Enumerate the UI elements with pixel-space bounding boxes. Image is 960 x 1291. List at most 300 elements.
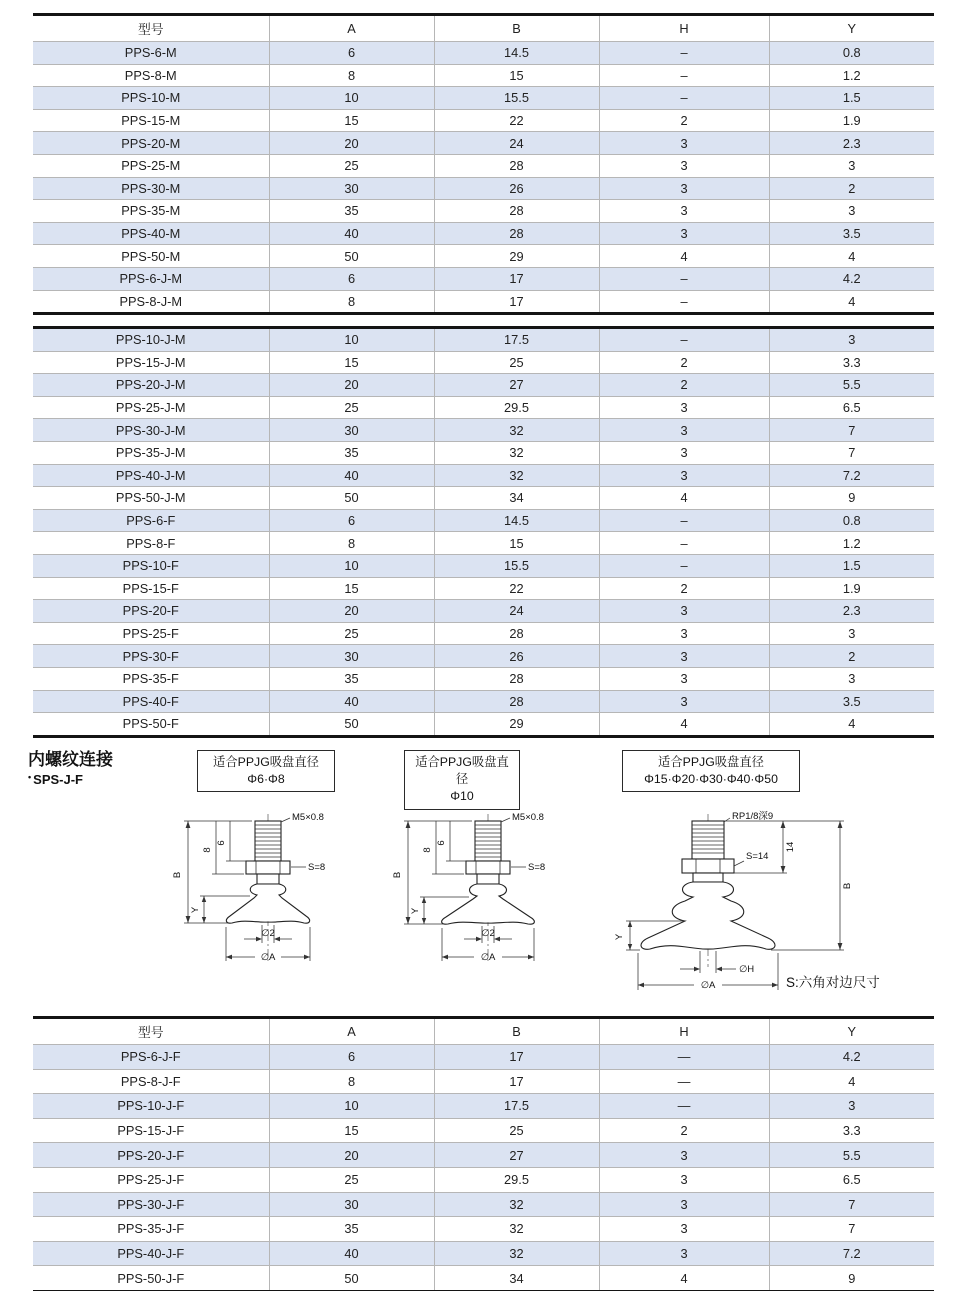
table-cell: 0.8	[769, 42, 934, 65]
table-row	[33, 396, 934, 419]
table-cell: 25	[269, 154, 434, 177]
table-cell: PPS-40-J-M	[33, 464, 269, 487]
table-cell: 15.5	[434, 87, 599, 110]
table-cell: 6	[269, 42, 434, 65]
table-cell: 3	[599, 177, 769, 200]
table-cell: 1.9	[769, 577, 934, 600]
table-cell: 7	[769, 419, 934, 442]
table-cell: 3	[599, 396, 769, 419]
table-cell: PPS-8-F	[33, 532, 269, 555]
table-cell: –	[599, 267, 769, 290]
table-row	[33, 87, 934, 110]
table-cell: 20	[269, 374, 434, 397]
table-cell: 14.5	[434, 509, 599, 532]
table-cell: 3	[599, 1192, 769, 1217]
table-cell: 30	[269, 1192, 434, 1217]
dim-d2-label: ∅2	[261, 928, 275, 939]
fit-box-sizes: Φ10	[450, 789, 474, 804]
table-cell: –	[599, 42, 769, 65]
fit-box-title: 适合PPJG吸盘直径	[213, 755, 319, 769]
table-cell: 15	[269, 109, 434, 132]
table-cell: 28	[434, 667, 599, 690]
table-cell: –	[599, 509, 769, 532]
table-cell: —	[599, 1069, 769, 1094]
spec-table-continued	[33, 326, 934, 738]
thread-spec-label: RP1/8深9	[732, 811, 774, 822]
dim-8-label: 8	[422, 847, 433, 853]
table-cell: 3.3	[769, 1118, 934, 1143]
table-row	[33, 600, 934, 623]
table-row	[33, 645, 934, 668]
table-cell: 30	[269, 645, 434, 668]
table-header-row	[33, 15, 934, 42]
table-cell: 10	[269, 1094, 434, 1119]
table-cell: PPS-20-M	[33, 132, 269, 155]
hex-size-label: S=8	[528, 862, 546, 873]
table-cell: 40	[269, 1241, 434, 1266]
table-cell: 24	[434, 132, 599, 155]
table-cell: 35	[269, 667, 434, 690]
table-cell: 32	[434, 1217, 599, 1242]
table-cell: 4.2	[769, 267, 934, 290]
table-cell: 3	[599, 154, 769, 177]
table-cell: 17.5	[434, 328, 599, 352]
table-cell: 3	[769, 328, 934, 352]
table-cell: PPS-25-J-F	[33, 1167, 269, 1192]
table-cell: 4	[599, 245, 769, 268]
table-cell: 8	[269, 1069, 434, 1094]
table-row	[33, 154, 934, 177]
table-cell: 50	[269, 245, 434, 268]
table-cell: 4	[769, 1069, 934, 1094]
column-header: H	[599, 1018, 769, 1045]
table-cell: 15.5	[434, 554, 599, 577]
table-cell: PPS-10-J-F	[33, 1094, 269, 1119]
table-cell: PPS-15-M	[33, 109, 269, 132]
table-cell: 10	[269, 87, 434, 110]
table-cell: 25	[269, 622, 434, 645]
table-row	[33, 267, 934, 290]
thread-body	[692, 821, 724, 859]
table-cell: 29.5	[434, 1167, 599, 1192]
table-cell: 3	[599, 1241, 769, 1266]
table-row	[33, 374, 934, 397]
table-cell: 40	[269, 222, 434, 245]
table-cell: 28	[434, 154, 599, 177]
column-header: B	[434, 1018, 599, 1045]
table-cell: 3	[599, 419, 769, 442]
table-cell: 3	[599, 200, 769, 223]
suction-cup-drawing-small-2	[378, 809, 588, 1006]
table-cell: 28	[434, 690, 599, 713]
table-cell: 27	[434, 374, 599, 397]
table-cell: 15	[269, 1118, 434, 1143]
fit-diameter-box-3	[622, 750, 800, 792]
table-cell: 29.5	[434, 396, 599, 419]
column-header: A	[269, 1018, 434, 1045]
table-cell: 6	[269, 1045, 434, 1070]
table-cell: 50	[269, 1266, 434, 1291]
table-cell: 7	[769, 1192, 934, 1217]
table-cell: PPS-25-J-M	[33, 396, 269, 419]
table-cell: PPS-20-J-F	[33, 1143, 269, 1168]
table-cell: 25	[434, 1118, 599, 1143]
table-cell: PPS-35-J-F	[33, 1217, 269, 1242]
table-cell: PPS-15-J-F	[33, 1118, 269, 1143]
table-cell: —	[599, 1045, 769, 1070]
table-cell: –	[599, 64, 769, 87]
table-cell: 3	[599, 622, 769, 645]
dim-dh-label: ∅H	[739, 964, 755, 975]
table-cell: 2.3	[769, 132, 934, 155]
table-cell: 4	[769, 290, 934, 314]
hex-flange	[246, 861, 290, 874]
table-row	[33, 1241, 934, 1266]
table-cell: 5.5	[769, 1143, 934, 1168]
table-body	[33, 328, 934, 737]
table-cell: PPS-50-J-M	[33, 487, 269, 510]
table-cell: 2	[599, 1118, 769, 1143]
table-cell: 30	[269, 177, 434, 200]
table-cell: 20	[269, 132, 434, 155]
table-cell: 7.2	[769, 1241, 934, 1266]
table-cell: 26	[434, 645, 599, 668]
table-cell: 2.3	[769, 600, 934, 623]
table-row	[33, 1143, 934, 1168]
dim-6-label: 6	[436, 840, 447, 846]
table-cell: –	[599, 532, 769, 555]
table-cell: 20	[269, 600, 434, 623]
table-cell: PPS-40-F	[33, 690, 269, 713]
table-cell: PPS-8-J-F	[33, 1069, 269, 1094]
table-cell: PPS-20-F	[33, 600, 269, 623]
table-row	[33, 667, 934, 690]
cup-profile	[226, 884, 309, 923]
hex-size-label: S=8	[308, 862, 326, 873]
table-cell: 2	[599, 109, 769, 132]
column-header: B	[434, 15, 599, 42]
column-header: 型号	[33, 1018, 269, 1045]
table-row	[33, 622, 934, 645]
table-cell: 4	[769, 713, 934, 737]
table-cell: 22	[434, 577, 599, 600]
table-cell: 9	[769, 1266, 934, 1291]
table-row	[33, 1045, 934, 1070]
table-cell: 35	[269, 441, 434, 464]
table-cell: 3	[599, 1167, 769, 1192]
table-row	[33, 200, 934, 223]
hex-flange	[466, 861, 510, 874]
table-cell: PPS-40-M	[33, 222, 269, 245]
dim-y-label: Y	[410, 907, 421, 915]
table-cell: 40	[269, 464, 434, 487]
table-cell: 3	[769, 1094, 934, 1119]
table-body	[33, 1045, 934, 1291]
table-cell: PPS-6-F	[33, 509, 269, 532]
dimension-lines	[184, 818, 310, 961]
table-row	[33, 419, 934, 442]
hex-size-label: S=14	[746, 851, 769, 862]
table-row	[33, 487, 934, 510]
table-cell: PPS-6-J-F	[33, 1045, 269, 1070]
table-cell: PPS-6-J-M	[33, 267, 269, 290]
table-cell: PPS-8-M	[33, 64, 269, 87]
table-row	[33, 509, 934, 532]
table-cell: 2	[769, 177, 934, 200]
table-cell: PPS-15-F	[33, 577, 269, 600]
table-row	[33, 222, 934, 245]
fit-box-title: 适合PPJG吸盘直径	[415, 755, 509, 787]
table-cell: 3	[599, 132, 769, 155]
table-cell: PPS-8-J-M	[33, 290, 269, 314]
table-cell: 30	[269, 419, 434, 442]
table-cell: 28	[434, 222, 599, 245]
hex-note: S:六角对边尺寸	[786, 975, 880, 990]
bullet-icon: •	[28, 772, 32, 782]
table-cell: 3.3	[769, 351, 934, 374]
table-cell: PPS-25-M	[33, 154, 269, 177]
table-row	[33, 532, 934, 555]
table-cell: PPS-40-J-F	[33, 1241, 269, 1266]
table-cell: 15	[434, 64, 599, 87]
table-cell: 5.5	[769, 374, 934, 397]
table-row	[33, 713, 934, 737]
dim-da-label: ∅A	[480, 952, 496, 963]
table-cell: PPS-6-M	[33, 42, 269, 65]
fit-box-title: 适合PPJG吸盘直径	[658, 755, 764, 769]
table-row	[33, 64, 934, 87]
table-cell: 4	[769, 245, 934, 268]
table-cell: 3	[769, 622, 934, 645]
table-row	[33, 245, 934, 268]
dim-6-label: 6	[216, 840, 227, 846]
table-cell: 6.5	[769, 396, 934, 419]
table-cell: PPS-10-J-M	[33, 328, 269, 352]
table-cell: 40	[269, 690, 434, 713]
dim-d2-label: ∅2	[481, 928, 495, 939]
table-cell: PPS-50-F	[33, 713, 269, 737]
table-cell: 28	[434, 200, 599, 223]
table-cell: 1.2	[769, 532, 934, 555]
table-cell: PPS-30-F	[33, 645, 269, 668]
dim-b-label: B	[172, 871, 183, 879]
table-cell: PPS-30-M	[33, 177, 269, 200]
table-row	[33, 441, 934, 464]
table-cell: 17	[434, 1069, 599, 1094]
column-header: Y	[769, 1018, 934, 1045]
table-cell: PPS-35-M	[33, 200, 269, 223]
table-cell: PPS-30-J-M	[33, 419, 269, 442]
table-row	[33, 1069, 934, 1094]
table-cell: 50	[269, 713, 434, 737]
table-cell: –	[599, 290, 769, 314]
table-cell: 3	[599, 600, 769, 623]
table-cell: –	[599, 87, 769, 110]
fit-diameter-box-2	[404, 750, 520, 810]
table-cell: 29	[434, 713, 599, 737]
thread-spec-label: M5×0.8	[512, 812, 544, 823]
spec-table-bottom	[33, 1016, 934, 1291]
table-cell: PPS-10-F	[33, 554, 269, 577]
table-cell: PPS-35-F	[33, 667, 269, 690]
table-row	[33, 1266, 934, 1291]
table-cell: PPS-10-M	[33, 87, 269, 110]
table-cell: PPS-20-J-M	[33, 374, 269, 397]
table-cell: 3	[599, 464, 769, 487]
table-cell: 17.5	[434, 1094, 599, 1119]
thread-body	[255, 821, 281, 861]
table-cell: 6	[269, 509, 434, 532]
fit-box-sizes: Φ6·Φ8	[247, 772, 285, 787]
neck	[477, 874, 499, 884]
table-row	[33, 1094, 934, 1119]
series-label	[28, 772, 83, 787]
table-cell: 35	[269, 1217, 434, 1242]
table-row	[33, 577, 934, 600]
cup-profile	[442, 884, 535, 924]
dim-y-label: Y	[190, 906, 201, 914]
column-header: H	[599, 15, 769, 42]
table-cell: 3	[599, 645, 769, 668]
table-cell: 10	[269, 554, 434, 577]
table-cell: 4	[599, 713, 769, 737]
table-row	[33, 554, 934, 577]
table-cell: 25	[434, 351, 599, 374]
spec-table-top	[33, 13, 934, 315]
table-row	[33, 1217, 934, 1242]
table-cell: 2	[599, 351, 769, 374]
neck	[257, 874, 279, 884]
table-cell: 29	[434, 245, 599, 268]
table-row	[33, 351, 934, 374]
table-cell: 22	[434, 109, 599, 132]
table-row	[33, 177, 934, 200]
table-cell: 1.2	[769, 64, 934, 87]
table-row	[33, 42, 934, 65]
dim-da-label: ∅A	[260, 952, 276, 963]
table-cell: 6.5	[769, 1167, 934, 1192]
dim-b-label: B	[842, 882, 853, 890]
table-cell: 50	[269, 487, 434, 510]
table-cell: 3	[599, 690, 769, 713]
table-cell: 3	[599, 1143, 769, 1168]
table-cell: 3.5	[769, 222, 934, 245]
table-row	[33, 1167, 934, 1192]
table-cell: 4	[599, 1266, 769, 1291]
table-cell: 7	[769, 441, 934, 464]
fit-box-sizes: Φ15·Φ20·Φ30·Φ40·Φ50	[644, 772, 778, 787]
table-cell: 3	[599, 667, 769, 690]
table-cell: 10	[269, 328, 434, 352]
column-header: A	[269, 15, 434, 42]
neck	[693, 873, 723, 882]
column-header: 型号	[33, 15, 269, 42]
table-cell: 17	[434, 290, 599, 314]
table-cell: 32	[434, 1192, 599, 1217]
table-cell: 8	[269, 532, 434, 555]
dim-14-label: 14	[785, 841, 796, 853]
dim-b-label: B	[392, 871, 403, 879]
table-cell: 34	[434, 1266, 599, 1291]
table-cell: 3	[599, 441, 769, 464]
table-cell: 25	[269, 396, 434, 419]
dim-8-label: 8	[202, 847, 213, 853]
table-cell: PPS-50-M	[33, 245, 269, 268]
table-row	[33, 290, 934, 314]
table-cell: 3.5	[769, 690, 934, 713]
table-cell: 32	[434, 464, 599, 487]
table-row	[33, 690, 934, 713]
table-cell: 8	[269, 64, 434, 87]
table-cell: 3	[599, 222, 769, 245]
table-cell: 15	[269, 351, 434, 374]
table-cell: –	[599, 328, 769, 352]
column-header: Y	[769, 15, 934, 42]
thread-body	[475, 821, 501, 861]
table-cell: 35	[269, 200, 434, 223]
table-cell: 27	[434, 1143, 599, 1168]
table-cell: PPS-30-J-F	[33, 1192, 269, 1217]
table-cell: 1.9	[769, 109, 934, 132]
dim-y-label: Y	[614, 933, 625, 941]
table-cell: 17	[434, 267, 599, 290]
table-cell: 25	[269, 1167, 434, 1192]
bellows-cup-profile	[641, 882, 775, 949]
table-cell: 15	[434, 532, 599, 555]
table-cell: 32	[434, 441, 599, 464]
table-cell: 1.5	[769, 554, 934, 577]
table-cell: 15	[269, 577, 434, 600]
table-cell: PPS-15-J-M	[33, 351, 269, 374]
table-cell: 3	[769, 200, 934, 223]
table-cell: 14.5	[434, 42, 599, 65]
table-row	[33, 132, 934, 155]
table-cell: 20	[269, 1143, 434, 1168]
fit-diameter-box-1	[197, 750, 335, 792]
table-cell: 2	[769, 645, 934, 668]
table-row	[33, 1192, 934, 1217]
dim-da-label: ∅A	[700, 980, 716, 991]
table-cell: PPS-35-J-M	[33, 441, 269, 464]
table-row	[33, 1118, 934, 1143]
table-cell: 4	[599, 487, 769, 510]
table-cell: —	[599, 1094, 769, 1119]
table-cell: 2	[599, 374, 769, 397]
table-cell: 1.5	[769, 87, 934, 110]
table-row	[33, 109, 934, 132]
thread-connection-section	[0, 743, 960, 1016]
table-cell: 17	[434, 1045, 599, 1070]
table-cell: 7	[769, 1217, 934, 1242]
table-body	[33, 42, 934, 314]
table-cell: 3	[769, 667, 934, 690]
section-heading: 内螺纹连接	[28, 750, 113, 769]
table-cell: 3	[599, 1217, 769, 1242]
table-cell: 6	[269, 267, 434, 290]
table-cell: 9	[769, 487, 934, 510]
table-cell: 32	[434, 419, 599, 442]
table-cell: 8	[269, 290, 434, 314]
table-cell: 3	[769, 154, 934, 177]
table-cell: 2	[599, 577, 769, 600]
suction-cup-drawing-small-1	[158, 809, 368, 1006]
table-cell: PPS-25-F	[33, 622, 269, 645]
table-cell: 0.8	[769, 509, 934, 532]
table-header-row	[33, 1018, 934, 1045]
table-row	[33, 464, 934, 487]
table-cell: 24	[434, 600, 599, 623]
table-cell: 26	[434, 177, 599, 200]
